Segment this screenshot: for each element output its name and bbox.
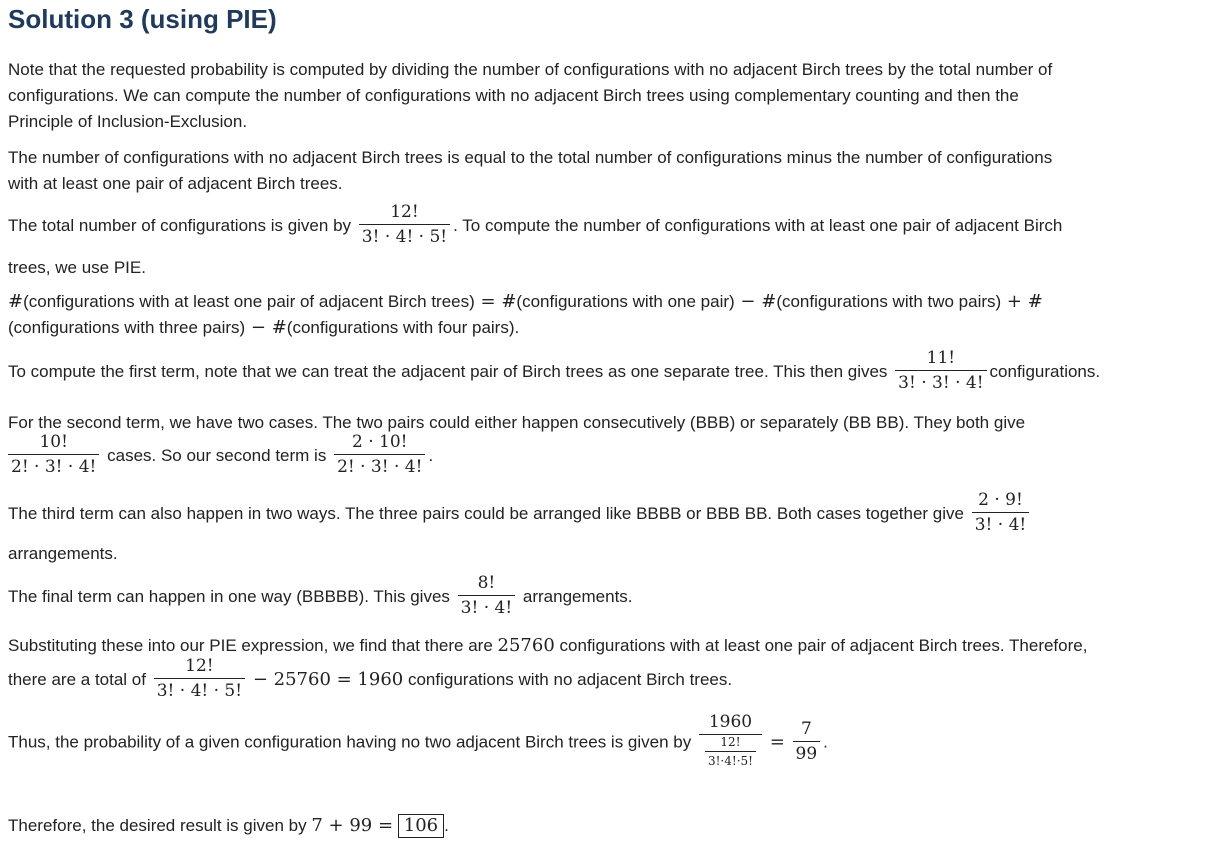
paragraph-complement-line-2: with at least one pair of adjacent Birch trees.	[8, 174, 343, 193]
text: (configurations with four pairs).	[286, 318, 520, 337]
fraction-second-case	[8, 432, 99, 477]
text: (configurations with at least one pair of adjacent Birch trees)	[23, 292, 475, 311]
fraction-inner	[705, 735, 756, 768]
paragraph-second-term-line-1: For the second term, we have two cases. The two pairs could either happen consecutively (BBB) or separately (BB BB). They both give	[8, 413, 1026, 432]
paragraph-total-line-1	[8, 204, 1062, 249]
fraction-numerator: 12!	[720, 735, 741, 749]
fraction-total	[359, 202, 450, 247]
text: configurations.	[989, 361, 1101, 381]
text: .	[823, 732, 828, 752]
fraction-denominator: 3! · 4!	[458, 595, 516, 618]
paragraph-intro-line-2: configurations. We can compute the number of configurations with no adjacent Birch trees using complementary counting and then the	[8, 86, 1019, 105]
fraction-total-again	[154, 656, 245, 701]
fraction-denominator: 2! · 3! · 4!	[8, 454, 99, 477]
paragraph-probability	[8, 714, 828, 772]
operator: =	[474, 291, 502, 312]
text: arrangements.	[522, 586, 633, 606]
text: Thus, the probability of a given configuration having no two adjacent Birch trees is given by	[8, 732, 692, 752]
math-value: 25760	[497, 635, 555, 656]
text: (configurations with one pair)	[516, 292, 735, 311]
fraction-third-term	[972, 490, 1030, 535]
fraction-numerator: 8!	[477, 573, 496, 593]
text: configurations with no adjacent Birch trees.	[407, 669, 733, 689]
fraction-probability	[699, 712, 762, 770]
paragraph-substitution-line-2	[8, 658, 732, 703]
math-expression: 7 + 99 =	[311, 815, 394, 836]
paragraph-intro-line-3: Principle of Inclusion-Exclusion.	[8, 112, 248, 131]
text: . To compute the number of configurations with at least one pair of adjacent Birch	[453, 215, 1063, 235]
paragraph-complement-line-1: The number of configurations with no adjacent Birch trees is equal to the total number of configurations minus the number of configurations	[8, 148, 1053, 167]
fraction-numerator: 2 · 9!	[978, 490, 1023, 510]
fraction-denominator: 3! · 4! · 5!	[359, 224, 450, 247]
text: .	[428, 445, 434, 465]
fraction-numerator: 7	[800, 718, 812, 739]
operator: −	[734, 291, 762, 312]
paragraph-result	[8, 814, 449, 838]
hash-symbol: #	[271, 317, 287, 338]
pie-formula-line-2	[8, 318, 519, 338]
text: Substituting these into our PIE expression, we find that there are	[8, 636, 493, 655]
hash-symbol: #	[761, 291, 777, 312]
paragraph-third-term-line-1	[8, 492, 1032, 537]
text: The final term can happen in one way (BBBBB). This gives	[8, 586, 450, 606]
fraction-denominator	[699, 734, 762, 770]
text: The third term can also happen in two ways. The three pairs could be arranged like BBBB or BBB BB. Both cases together give	[8, 503, 964, 523]
fraction-numerator: 2 · 10!	[352, 432, 408, 452]
fraction-denominator: 3! · 3! · 4!	[895, 370, 986, 393]
hash-symbol: #	[501, 291, 517, 312]
fraction-denominator: 3! · 4! · 5!	[154, 678, 245, 701]
fraction-numerator: 10!	[39, 432, 68, 452]
fraction-final-term	[458, 573, 516, 618]
paragraph-third-term-line-2: arrangements.	[8, 544, 118, 563]
text: (configurations with two pairs)	[776, 292, 1002, 311]
fraction-denominator: 2! · 3! · 4!	[334, 454, 425, 477]
text: there are a total of	[8, 669, 146, 689]
math-expression: − 25760 = 1960	[252, 668, 404, 690]
hash-symbol: #	[8, 291, 24, 312]
paragraph-final-term	[8, 575, 633, 620]
text: .	[444, 816, 449, 835]
operator: +	[1001, 291, 1028, 312]
paragraph-first-term	[8, 350, 1100, 395]
text: To compute the first term, note that we can treat the adjacent pair of Birch trees as one separate tree. This then gives	[8, 361, 888, 381]
text: Therefore, the desired result is given by	[8, 816, 307, 835]
fraction-second-term	[334, 432, 425, 477]
fraction-first-term	[895, 348, 986, 393]
fraction-denominator: 3!·4!·5!	[705, 751, 756, 768]
text: configurations with at least one pair of adjacent Birch trees. Therefore,	[559, 636, 1088, 655]
paragraph-substitution-line-1	[8, 636, 1087, 656]
boxed-answer: 106	[398, 814, 444, 838]
paragraph-total-line-2: trees, we use PIE.	[8, 258, 146, 277]
fraction-numerator: 11!	[926, 348, 956, 368]
operator: −	[245, 317, 272, 338]
fraction-numerator: 12!	[185, 656, 214, 676]
fraction-numerator: 1960	[708, 712, 753, 732]
text: cases. So our second term is	[107, 445, 327, 465]
fraction-seven-over-ninety-nine	[793, 719, 821, 764]
hash-symbol: #	[1027, 291, 1043, 312]
solution-heading: Solution 3 (using PIE)	[8, 4, 277, 34]
paragraph-second-term-line-2	[8, 434, 433, 479]
pie-formula-line-1	[8, 292, 1043, 312]
fraction-denominator: 3! · 4!	[972, 512, 1030, 535]
fraction-numerator: 12!	[390, 202, 419, 222]
text: The total number of configurations is given by	[8, 215, 352, 235]
paragraph-intro-line-1: Note that the requested probability is computed by dividing the number of configurations with no adjacent Birch trees by the total number of	[8, 60, 1053, 79]
fraction-denominator: 99	[793, 741, 821, 764]
text: (configurations with three pairs)	[8, 318, 246, 337]
equals-sign: =	[769, 731, 785, 753]
